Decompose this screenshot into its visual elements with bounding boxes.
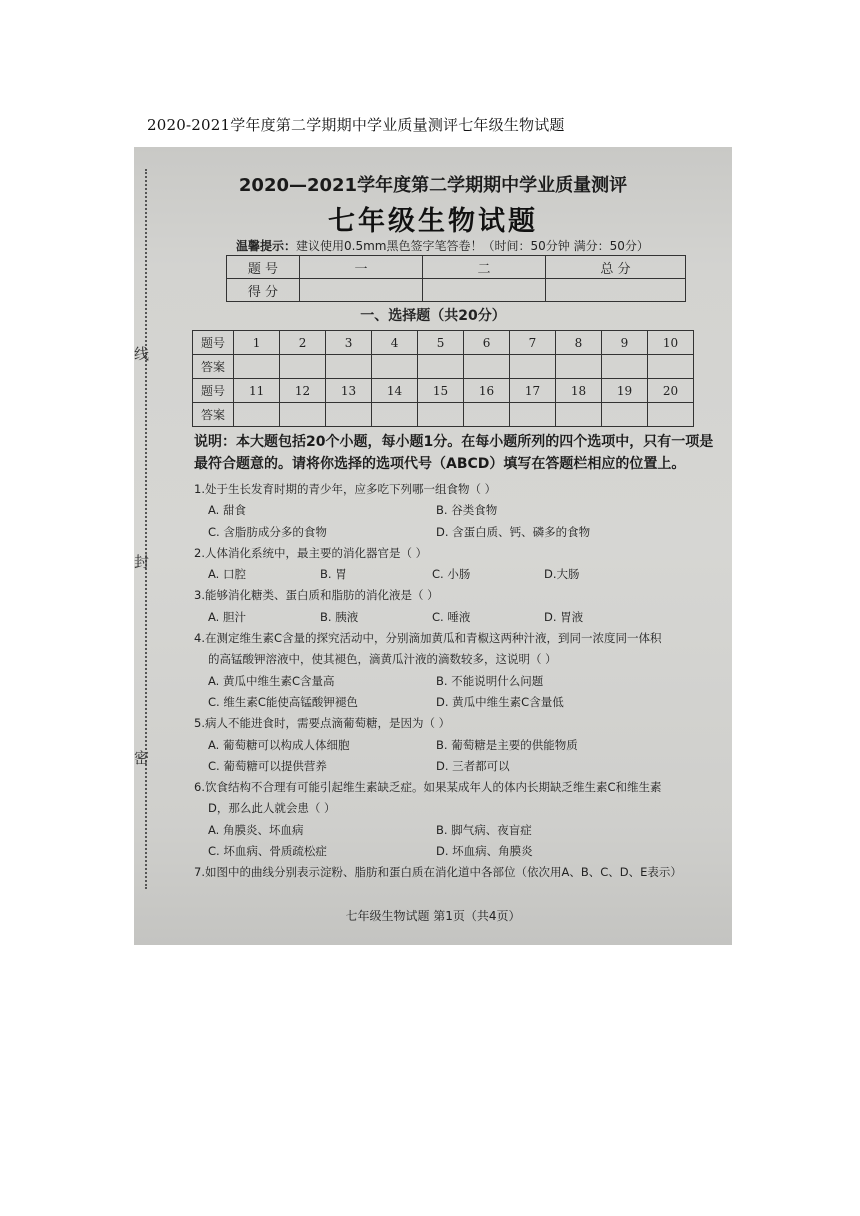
- answer-num-cell: 4: [372, 331, 418, 355]
- question-stem: 4.在测定维生素C含量的探究活动中，分别滴加黄瓜和青椒这两种汁液，到同一浓度同一体积: [194, 631, 662, 646]
- question-stem: 2.人体消化系统中，最主要的消化器官是（ ）: [194, 545, 428, 560]
- question-list: [194, 479, 714, 884]
- answer-table: [192, 330, 694, 427]
- question-option: D.大肠: [544, 567, 580, 582]
- binding-char-3: 密: [134, 749, 150, 767]
- answer-num-cell: 1: [234, 331, 280, 355]
- question-stem: 6.饮食结构不合理有可能引起维生素缺乏症。如果某成年人的体内长期缺乏维生素C和维生素: [194, 780, 662, 795]
- question-stem: 3.能够消化糖类、蛋白质和脂肪的消化液是（ ）: [194, 588, 439, 603]
- question-option: B. 胰液: [320, 609, 359, 624]
- answer-table-row: [193, 331, 694, 355]
- question-item: [194, 777, 714, 862]
- answer-num-cell: 20: [647, 379, 693, 403]
- question-option: A. 黄瓜中维生素C含量高: [208, 673, 335, 688]
- answer-num-cell: 13: [326, 379, 372, 403]
- option-row: [194, 522, 714, 543]
- hint-label: 温馨提示：: [236, 239, 297, 253]
- answer-blank-cell: [510, 403, 556, 427]
- question-stem: 的高锰酸钾溶液中，使其褪色，滴黄瓜汁液的滴数较多，这说明（ ）: [208, 652, 557, 667]
- exam-photo: [134, 147, 732, 945]
- answer-row-label: 题号: [193, 379, 234, 403]
- section-instructions: 说明：本大题包括20个小题，每小题1分。在每小题所列的四个选项中，只有一项是最符合题意的。请将你选择的选项代号（ABCD）填写在答题栏相应的位置上。: [194, 434, 714, 472]
- answer-row-label: 题号: [193, 331, 234, 355]
- question-option: C. 坏血病、骨质疏松症: [208, 844, 327, 859]
- question-option: B. 脚气病、夜盲症: [436, 822, 532, 837]
- question-option: A. 口腔: [208, 567, 246, 582]
- answer-num-cell: 9: [601, 331, 647, 355]
- answer-num-cell: 17: [510, 379, 556, 403]
- option-row: [194, 841, 714, 862]
- option-row: [194, 756, 714, 777]
- section-title: 一、选择题（共20分）: [360, 308, 506, 324]
- option-row: [194, 500, 714, 521]
- option-row: [194, 735, 714, 756]
- answer-num-cell: 3: [326, 331, 372, 355]
- answer-num-cell: 19: [601, 379, 647, 403]
- hint-text: 建议使用0.5mm黑色签字笔答卷！（时间：50分钟 满分：50分）: [296, 239, 649, 253]
- answer-num-cell: 18: [555, 379, 601, 403]
- question-item: [194, 479, 714, 543]
- answer-num-cell: 8: [555, 331, 601, 355]
- binding-char-2: 封: [134, 553, 150, 571]
- question-item: [194, 628, 714, 713]
- question-stem: 5.病人不能进食时，需要点滴葡萄糖，是因为（ ）: [194, 716, 451, 731]
- question-option: B. 葡萄糖是主要的供能物质: [436, 737, 578, 752]
- answer-table-row: [193, 355, 694, 379]
- question-option: D. 含蛋白质、钙、磷多的食物: [436, 524, 591, 539]
- answer-num-cell: 7: [510, 331, 556, 355]
- answer-blank-cell: [464, 355, 510, 379]
- answer-blank-cell: [601, 403, 647, 427]
- score-cell: 总 分: [546, 256, 686, 279]
- score-cell: 得 分: [227, 279, 300, 302]
- score-cell: 二: [423, 256, 546, 279]
- option-row: [194, 607, 714, 628]
- answer-num-cell: 2: [280, 331, 326, 355]
- answer-blank-cell: [372, 403, 418, 427]
- question-stem: 1.处于生长发育时期的青少年，应多吃下列哪一组食物（ ）: [194, 482, 497, 496]
- answer-blank-cell: [372, 355, 418, 379]
- answer-blank-cell: [418, 355, 464, 379]
- answer-blank-cell: [601, 355, 647, 379]
- score-cell: 一: [300, 256, 423, 279]
- answer-num-cell: 6: [464, 331, 510, 355]
- answer-blank-cell: [418, 403, 464, 427]
- question-option: D. 坏血病、角膜炎: [436, 844, 533, 859]
- answer-table-row: [193, 379, 694, 403]
- answer-blank-cell: [234, 403, 280, 427]
- answer-blank-cell: [647, 403, 693, 427]
- score-cell: 题 号: [227, 256, 300, 279]
- question-item: [194, 543, 714, 586]
- document-title: 2020-2021学年度第二学期期中学业质量测评七年级生物试题: [147, 116, 565, 134]
- question-option: A. 胆汁: [208, 609, 246, 624]
- score-table-row: [227, 279, 686, 302]
- score-table-row: [227, 256, 686, 279]
- answer-blank-cell: [280, 355, 326, 379]
- answer-blank-cell: [647, 355, 693, 379]
- answer-blank-cell: [326, 403, 372, 427]
- question-option: A. 角膜炎、坏血病: [208, 822, 304, 837]
- answer-num-cell: 12: [280, 379, 326, 403]
- answer-num-cell: 5: [418, 331, 464, 355]
- option-row: [194, 564, 714, 585]
- question-option: B. 谷类食物: [436, 503, 498, 518]
- answer-num-cell: 11: [234, 379, 280, 403]
- answer-row-label: 答案: [193, 403, 234, 427]
- question-option: C. 含脂肪成分多的食物: [208, 524, 327, 539]
- score-cell: [546, 279, 686, 302]
- question-option: C. 维生素C能使高锰酸钾褪色: [208, 694, 358, 709]
- question-option: B. 胃: [320, 567, 347, 582]
- answer-num-cell: 10: [647, 331, 693, 355]
- binding-char-1: 线: [134, 345, 150, 363]
- question-option: D. 胃液: [544, 609, 584, 624]
- answer-num-cell: 16: [464, 379, 510, 403]
- question-item: [194, 713, 714, 777]
- question-stem: 7.如图中的曲线分别表示淀粉、脂肪和蛋白质在消化道中各部位（依次用A、B、C、D、E表示）: [194, 865, 682, 880]
- question-option: B. 不能说明什么问题: [436, 673, 544, 688]
- paper-subtitle: 七年级生物试题: [328, 206, 538, 237]
- answer-blank-cell: [326, 355, 372, 379]
- answer-blank-cell: [555, 403, 601, 427]
- option-row: [194, 671, 714, 692]
- answer-blank-cell: [555, 355, 601, 379]
- question-option: A. 葡萄糖可以构成人体细胞: [208, 737, 350, 752]
- score-cell: [423, 279, 546, 302]
- question-stem: D，那么此人就会患（ ）: [208, 801, 336, 816]
- question-item: [194, 862, 714, 883]
- binding-dotted-line: [145, 169, 147, 889]
- question-option: D. 黄瓜中维生素C含量低: [436, 694, 564, 709]
- question-option: C. 葡萄糖可以提供营养: [208, 758, 327, 773]
- answer-blank-cell: [234, 355, 280, 379]
- score-table: [226, 255, 686, 302]
- score-cell: [300, 279, 423, 302]
- exam-hint: [236, 237, 649, 254]
- question-option: A. 甜食: [208, 503, 246, 518]
- option-row: [194, 820, 714, 841]
- paper-title: 2020—2021学年度第二学期期中学业质量测评: [238, 175, 628, 196]
- question-option: C. 小肠: [432, 567, 471, 582]
- answer-blank-cell: [280, 403, 326, 427]
- question-option: D. 三者都可以: [436, 758, 510, 773]
- answer-row-label: 答案: [193, 355, 234, 379]
- answer-blank-cell: [464, 403, 510, 427]
- answer-blank-cell: [510, 355, 556, 379]
- answer-num-cell: 14: [372, 379, 418, 403]
- answer-num-cell: 15: [418, 379, 464, 403]
- option-row: [194, 692, 714, 713]
- answer-table-row: [193, 403, 694, 427]
- page-footer: 七年级生物试题 第1页（共4页）: [345, 909, 521, 923]
- question-item: [194, 585, 714, 628]
- question-option: C. 唾液: [432, 609, 471, 624]
